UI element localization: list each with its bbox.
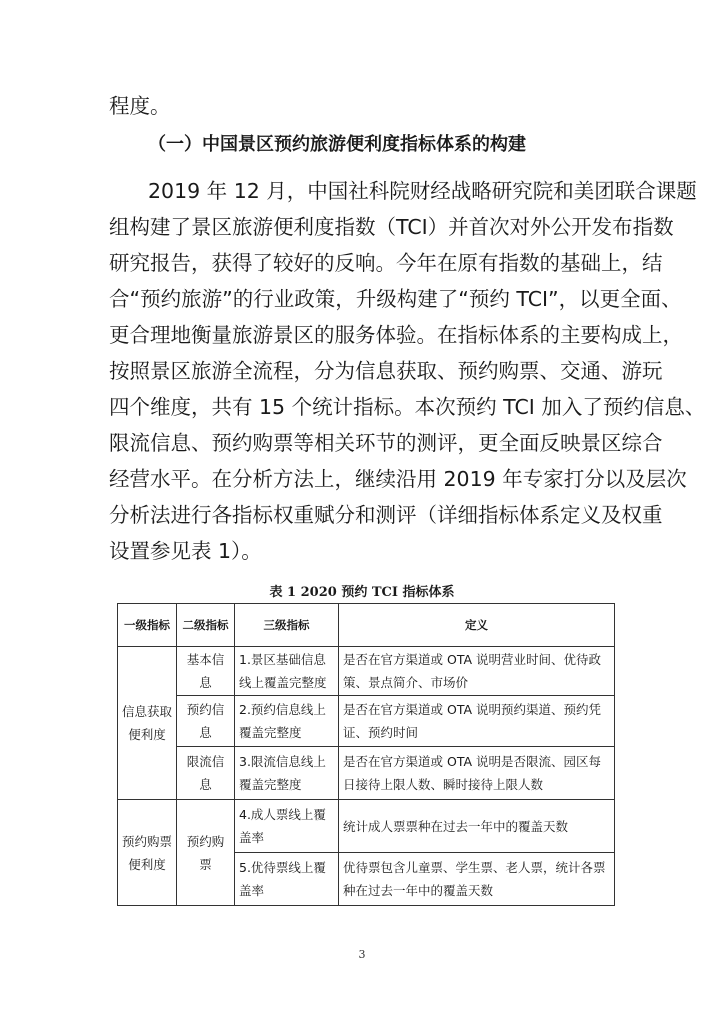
level3-cell: 2.预约信息线上覆盖完整度 [235,696,339,747]
paragraph-line: 更合理地衡量旅游景区的服务体验。在指标体系的主要构成上， [109,323,683,347]
paragraph-line: 2019 年 12 月，中国社科院财经战略研究院和美团联合课题 [148,179,697,203]
level1-cell: 信息获取便利度 [118,647,177,800]
header-definition: 定义 [339,604,615,647]
paragraph-line: 经营水平。在分析方法上，继续沿用 2019 年专家打分以及层次 [109,467,687,491]
paragraph-line: 分析法进行各指标权重赋分和测评（详细指标体系定义及权重 [109,503,663,527]
header-level3: 三级指标 [235,604,339,647]
paragraph-line: 组构建了景区旅游便利度指数（TCI）并首次对外公开发布指数 [109,215,674,239]
paragraph-line: 限流信息、预约购票等相关环节的测评，更全面反映景区综合 [109,431,663,455]
definition-cell: 是否在官方渠道或 OTA 说明预约渠道、预约凭证、预约时间 [339,696,615,747]
level2-cell: 预约购票 [177,800,235,906]
level2-cell: 预约信息 [177,696,235,747]
table-row [118,696,615,747]
definition-cell: 优待票包含儿童票、学生票、老人票，统计各票种在过去一年中的覆盖天数 [339,853,615,906]
table-row [118,800,615,853]
level3-cell: 3.限流信息线上覆盖完整度 [235,747,339,800]
paragraph-line: 研究报告，获得了较好的反响。今年在原有指数的基础上，结 [109,251,663,275]
paragraph-line: 设置参见表 1）。 [109,539,262,563]
paragraph-line: 程度。 [109,94,171,118]
header-level2: 二级指标 [177,604,235,647]
level3-cell: 1.景区基础信息线上覆盖完整度 [235,647,339,696]
table-header-row [118,604,615,647]
definition-cell: 是否在官方渠道或 OTA 说明是否限流、园区每日接待上限人数、瞬时接待上限人数 [339,747,615,800]
definition-cell: 是否在官方渠道或 OTA 说明营业时间、优待政策、景点简介、市场价 [339,647,615,696]
table-caption: 表 1 2020 预约 TCI 指标体系 [269,585,455,600]
level1-cell: 预约购票便利度 [118,800,177,906]
header-level1: 一级指标 [118,604,177,647]
level3-cell: 4.成人票线上覆盖率 [235,800,339,853]
table-row [118,747,615,800]
definition-cell: 统计成人票票种在过去一年中的覆盖天数 [339,800,615,853]
indicator-table [117,603,615,906]
page-number: 3 [358,948,366,961]
section-heading: （一）中国景区预约旅游便利度指标体系的构建 [148,134,526,155]
paragraph-line: 合“预约旅游”的行业政策，升级构建了“预约 TCI”，以更全面、 [109,287,682,311]
paragraph-line: 四个维度，共有 15 个统计指标。本次预约 TCI 加入了预约信息、 [109,395,706,419]
level2-cell: 基本信息 [177,647,235,696]
paragraph-line: 按照景区旅游全流程，分为信息获取、预约购票、交通、游玩 [109,359,663,383]
level2-cell: 限流信息 [177,747,235,800]
table-row [118,647,615,696]
level3-cell: 5.优待票线上覆盖率 [235,853,339,906]
